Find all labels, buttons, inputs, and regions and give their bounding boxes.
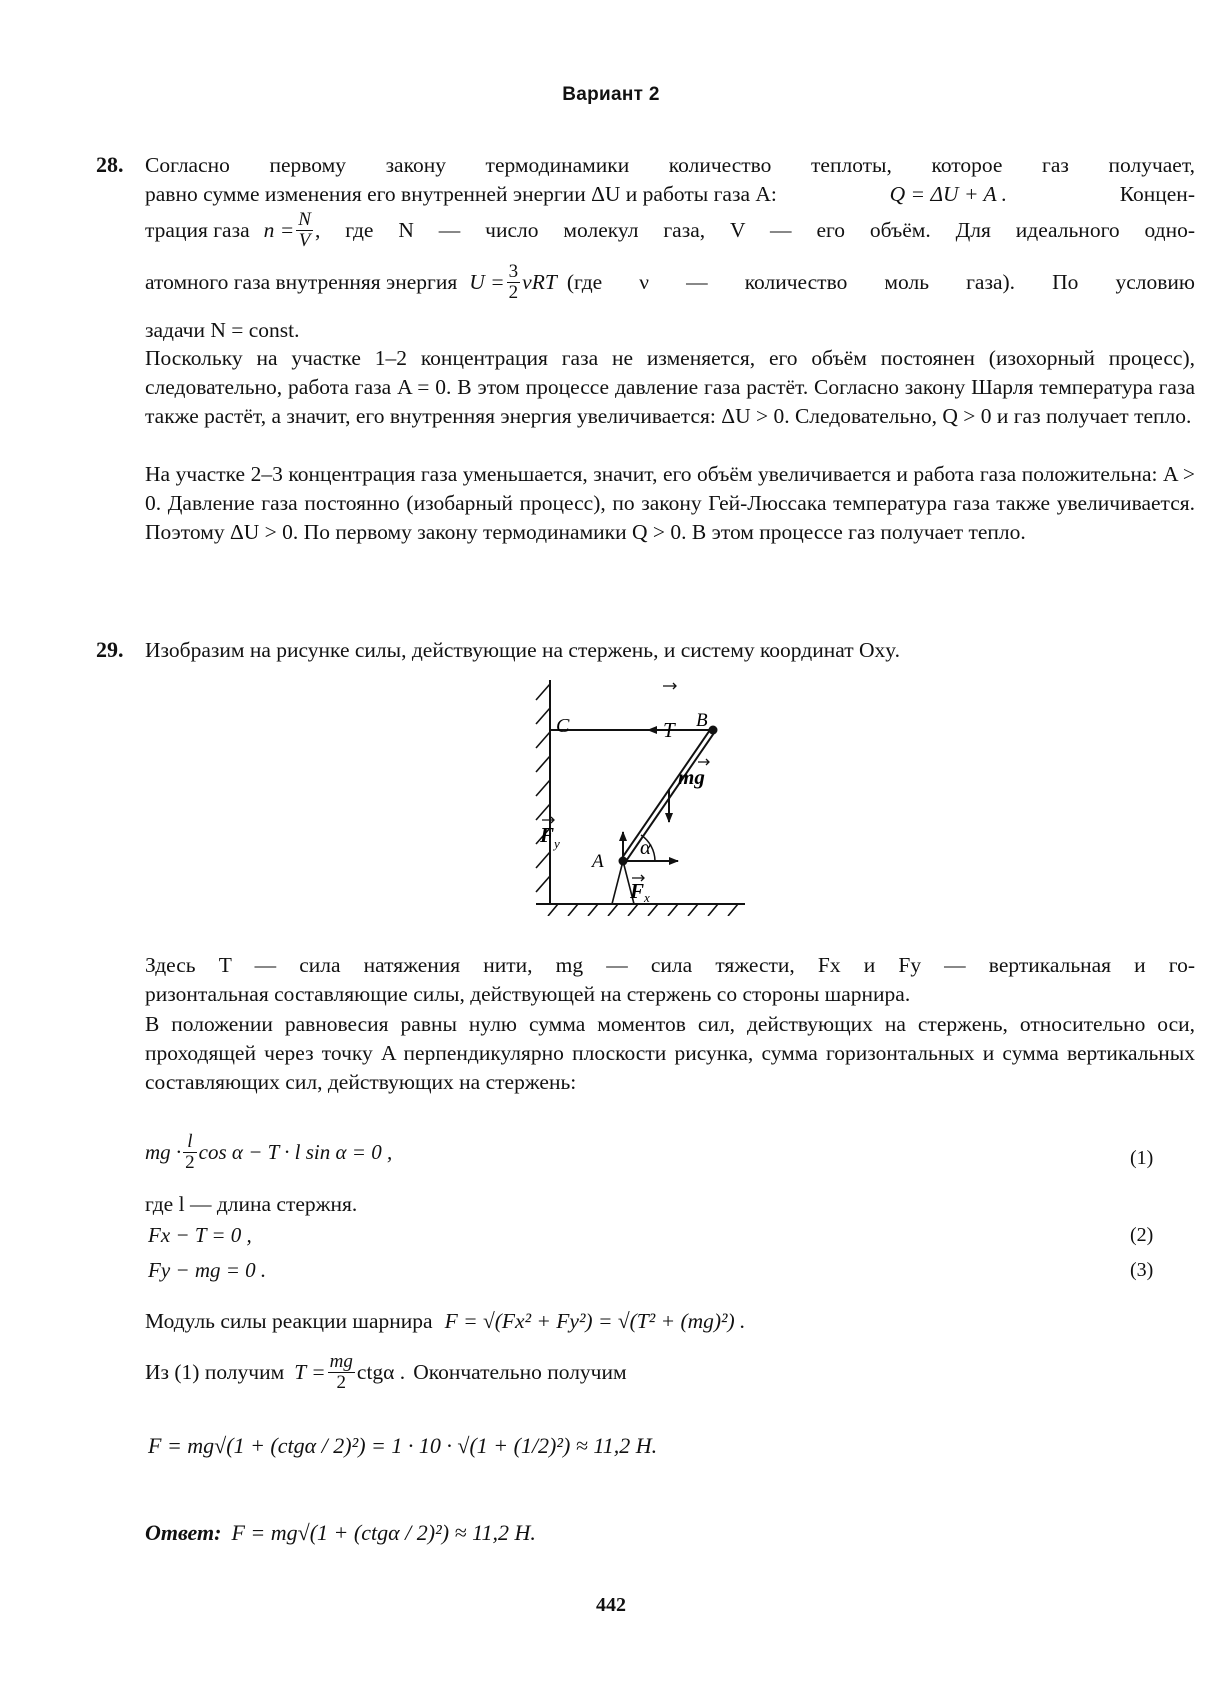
concentration-denominator: V [298, 230, 311, 251]
rod-force-diagram [520, 672, 760, 916]
wall-hatching [536, 684, 550, 892]
task-28-line-1: Согласно первому закону термодинамики количество теплоты, которое газ получает, [145, 153, 1195, 177]
tension-denominator: 2 [336, 1372, 347, 1393]
task-28-line-4-text: атомного газа внутренняя энергия [145, 270, 458, 294]
equation-1 [145, 1132, 392, 1173]
equilibrium-paragraph: В положении равновесия равны нулю сумма моментов сил, действующих на стержень, относительно оси, проходящей через точку A перпендикулярно плоскости рисунка, сумма горизонтальных и сумма вертикальных составляющих сил, действующих на стержень: [145, 1012, 1195, 1094]
label-c: C [556, 715, 570, 737]
energy-denominator: 2 [508, 282, 519, 303]
task-28-paragraph-3: На участке 2–3 концентрация газа уменьшается, значит, его объём увеличивается и работа газа положительна: A > 0. Давление газа постоянно (изобарный процесс), по закону Гей-Люссака температура газа также увеличивается. Поэтому ΔU > 0. По первому закону термодинамики Q > 0. В этом процессе газ получает тепло. [145, 462, 1195, 544]
reaction-modulus-formula: F = √(Fx² + Fy²) = √(T² + (mg)²) . [444, 1309, 746, 1333]
label-t: T [663, 718, 675, 742]
task-28-line-3-end: , где N — число молекул газа, V — его объём. Для идеального одно- [314, 218, 1195, 242]
equation-2: Fx − T = 0 , [148, 1223, 252, 1247]
equation-1-denominator: 2 [185, 1152, 195, 1173]
tension-numerator: mg [329, 1351, 353, 1372]
concentration-numerator: N [298, 209, 311, 230]
task-28-line-3-text: трация газа [145, 218, 250, 242]
label-mg: mg [678, 765, 705, 789]
task-28-number: 28. [96, 152, 124, 177]
equation-3: Fy − mg = 0 . [148, 1258, 267, 1282]
final-formula: F = mg√(1 + (ctgα / 2)²) = 1 · 10 · √(1 + (1/2)²) ≈ 11,2 Н. [148, 1433, 658, 1458]
task-28-line-5: задачи N = const. [145, 318, 300, 342]
tension-lhs: T = [294, 1360, 326, 1384]
reaction-modulus-text: Модуль силы реакции шарнира [145, 1309, 433, 1333]
answer-line [145, 1520, 536, 1546]
task-28-line-2-end: Концен- [1119, 182, 1195, 206]
final-intro-text: Окончательно получим [413, 1360, 627, 1384]
label-fy: F [540, 823, 555, 847]
concentration-lhs: n = [263, 218, 295, 242]
page-title: Вариант 2 [562, 84, 660, 105]
floor-hatching [548, 904, 738, 916]
equation-1-right: cos α − T · l sin α = 0 , [198, 1140, 393, 1164]
rod-length-note: где l — длина стержня. [145, 1192, 358, 1216]
label-fx-sub: x [644, 890, 650, 905]
answer-formula: F = mg√(1 + (ctgα / 2)²) ≈ 11,2 Н. [231, 1520, 536, 1545]
tension-result [145, 1352, 627, 1393]
task-28-line-2-text: равно сумме изменения его внутренней энергии ΔU и работы газа A: [145, 182, 777, 206]
answer-label: Ответ: [145, 1520, 222, 1545]
task-28-paragraph-2: Поскольку на участке 1–2 концентрация газа не изменяется, его объём постоянен (изохорный процесс), следовательно, работа газа A = 0. В этом процессе давление газа растёт. Согласно закону Шарля температура газа также растёт, а значит, его внутренняя энергия увеличивается: ΔU > 0. Следовательно, Q > 0 и газ получает тепло. [145, 346, 1195, 428]
label-fy-sub: y [554, 836, 560, 851]
task-28-line-4 [145, 262, 1195, 303]
forces-explanation-line-1: Здесь T — сила натяжения нити, mg — сила тяжести, Fx и Fy — вертикальная и го- [145, 953, 1195, 977]
label-b: B [696, 710, 708, 731]
energy-lhs: U = [469, 270, 505, 294]
equation-3-label: (3) [1130, 1259, 1154, 1281]
equation-1-numerator: l [183, 1132, 197, 1153]
reaction-modulus [145, 1307, 745, 1336]
equation-1-left: mg · [145, 1140, 182, 1164]
tension-fraction [328, 1352, 355, 1393]
label-fx: F [630, 879, 645, 903]
task-28-line-2 [145, 180, 1195, 209]
equation-1-label: (1) [1130, 1147, 1154, 1169]
label-alpha: α [640, 835, 652, 859]
energy-rhs: νRT [522, 270, 557, 294]
tension-result-text: Из (1) получим [145, 1360, 285, 1384]
task-28-line-3 [145, 210, 1195, 251]
energy-fraction [507, 262, 521, 303]
equation-1-fraction [183, 1132, 197, 1173]
page-number: 442 [596, 1594, 626, 1616]
task-29-number: 29. [96, 637, 124, 662]
task-28-line-4-end: (где ν — количество моль газа). По условию [566, 270, 1195, 294]
task-29-intro: Изобразим на рисунке силы, действующие на стержень, и систему координат Oxy. [145, 638, 900, 662]
label-a: A [592, 851, 604, 872]
tension-ctg: ctgα . [356, 1360, 406, 1384]
first-law-formula: Q = ΔU + A . [889, 182, 1007, 206]
equation-2-label: (2) [1130, 1224, 1154, 1246]
energy-numerator: 3 [508, 261, 519, 282]
forces-explanation-line-2: ризонтальная составляющие силы, действующей на стержень со стороны шарнира. [145, 982, 911, 1006]
concentration-fraction [296, 210, 313, 251]
